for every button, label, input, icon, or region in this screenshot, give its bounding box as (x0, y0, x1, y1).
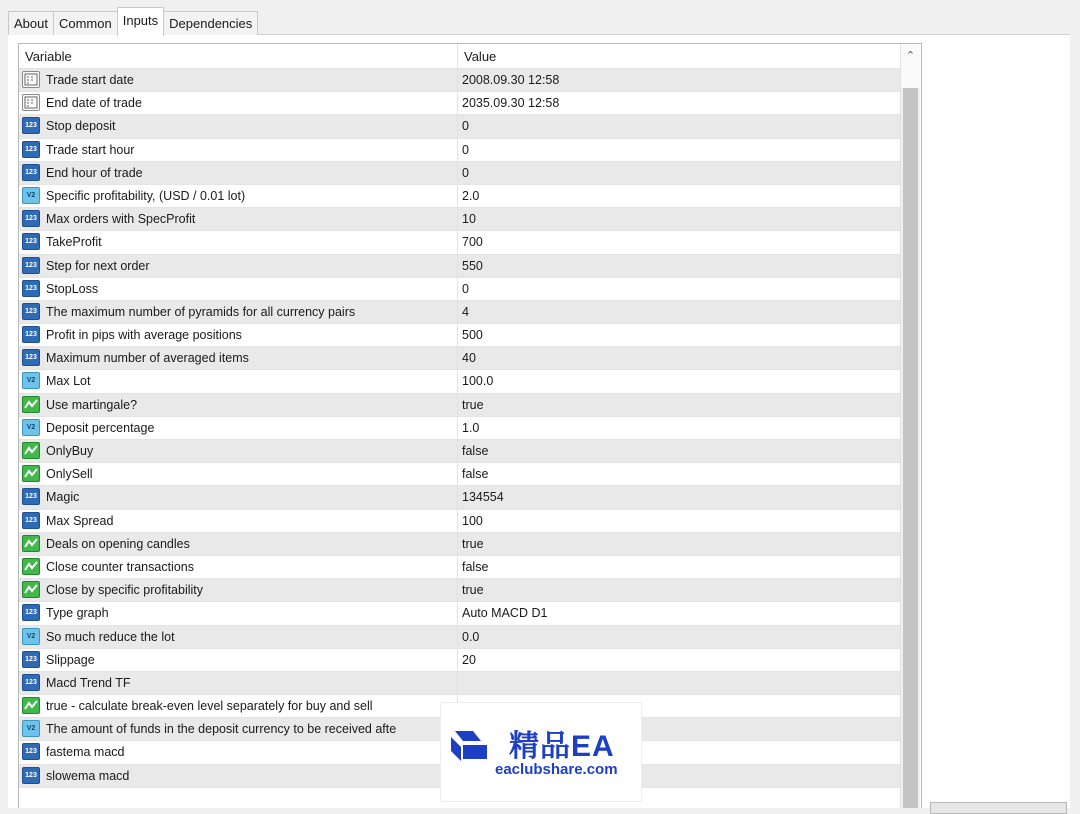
integer-type-icon: 123 (22, 349, 40, 366)
variable-value[interactable]: 100 (462, 513, 483, 528)
column-divider (457, 370, 458, 392)
variable-name: Trade start hour (46, 142, 135, 157)
table-row[interactable] (19, 556, 900, 579)
tab-dependencies[interactable]: Dependencies (163, 11, 258, 35)
table-row[interactable] (19, 440, 900, 463)
watermark-cube-icon (447, 727, 489, 763)
double-type-icon: V2 (22, 720, 40, 737)
table-row[interactable] (19, 579, 900, 602)
variable-value[interactable]: 550 (462, 258, 483, 273)
variable-value[interactable]: 2035.09.30 12:58 (462, 96, 560, 111)
integer-type-icon: 123 (22, 767, 40, 784)
variable-name: true - calculate break-even level separately for buy and sell (46, 699, 373, 714)
column-divider (457, 440, 458, 462)
variable-value[interactable]: Auto MACD D1 (462, 606, 548, 621)
variable-value[interactable]: 0 (462, 281, 469, 296)
column-divider (457, 394, 458, 416)
table-row[interactable] (19, 208, 900, 231)
variable-name: Maximum number of averaged items (46, 351, 249, 366)
variable-name: The amount of funds in the deposit currency to be received afte (46, 722, 397, 737)
variable-value[interactable]: 700 (462, 235, 483, 250)
boolean-type-icon (22, 396, 40, 413)
variable-value[interactable]: 2008.09.30 12:58 (462, 73, 560, 87)
variable-name: Trade start date (46, 73, 134, 87)
integer-type-icon: 123 (22, 233, 40, 250)
column-divider (457, 69, 458, 91)
variable-value[interactable]: true (462, 583, 484, 598)
boolean-type-icon (22, 442, 40, 459)
tab-about[interactable]: About (8, 11, 54, 35)
column-divider (457, 463, 458, 485)
column-divider (457, 115, 458, 137)
table-row[interactable] (19, 347, 900, 370)
variable-value[interactable]: false (462, 444, 489, 458)
variable-name: The maximum number of pyramids for all currency pairs (46, 304, 356, 319)
boolean-type-icon (22, 558, 40, 575)
variable-value[interactable]: 2.0 (462, 188, 480, 203)
variable-value[interactable]: 40 (462, 351, 476, 366)
variable-value[interactable]: 0 (462, 142, 469, 157)
column-divider (457, 486, 458, 508)
variable-name: Deals on opening candles (46, 536, 190, 551)
column-divider (457, 649, 458, 671)
inputs-grid (18, 43, 922, 808)
datetime-type-icon (22, 71, 40, 88)
integer-type-icon: 123 (22, 326, 40, 343)
variable-name: Max orders with SpecProfit (46, 212, 196, 227)
grid-rows (19, 69, 900, 788)
integer-type-icon: 123 (22, 743, 40, 760)
variable-name: So much reduce the lot (46, 629, 175, 644)
variable-value[interactable]: 134554 (462, 490, 504, 505)
variable-name: fastema macd (46, 745, 125, 760)
table-row[interactable] (19, 672, 900, 695)
variable-name: Macd Trend TF (46, 675, 131, 690)
integer-type-icon: 123 (22, 674, 40, 691)
variable-name: End date of trade (46, 96, 142, 111)
tab-inputs[interactable]: Inputs (117, 7, 164, 36)
column-divider[interactable] (457, 44, 458, 68)
boolean-type-icon (22, 697, 40, 714)
variable-name: Close by specific profitability (46, 583, 204, 598)
variable-name: End hour of trade (46, 165, 143, 180)
table-row[interactable] (19, 185, 900, 208)
watermark-logo (440, 702, 642, 802)
column-divider (457, 324, 458, 346)
table-row[interactable] (19, 417, 900, 440)
integer-type-icon: 123 (22, 210, 40, 227)
watermark-subtitle: eaclubshare.com (495, 761, 618, 778)
column-divider (457, 139, 458, 161)
boolean-type-icon (22, 581, 40, 598)
tab-bar (8, 11, 257, 35)
table-row[interactable] (19, 301, 900, 324)
column-divider (457, 301, 458, 323)
variable-name: Magic (46, 490, 80, 505)
table-row[interactable] (19, 533, 900, 556)
variable-value[interactable]: 0 (462, 165, 469, 180)
variable-name: OnlySell (46, 467, 93, 482)
integer-type-icon: 123 (22, 141, 40, 158)
integer-type-icon: 123 (22, 651, 40, 668)
variable-column-header[interactable]: Variable (25, 49, 72, 64)
watermark-title: 精品EA (509, 730, 615, 763)
grid-header (19, 44, 902, 69)
vertical-scrollbar[interactable] (900, 44, 920, 808)
table-row[interactable] (19, 92, 900, 115)
integer-type-icon: 123 (22, 604, 40, 621)
variable-name: Max Spread (46, 513, 114, 528)
variable-name: StopLoss (46, 281, 99, 296)
column-divider (457, 208, 458, 230)
dialog-button[interactable] (930, 802, 1067, 814)
table-row[interactable] (19, 115, 900, 138)
table-row[interactable] (19, 231, 900, 254)
column-divider (457, 162, 458, 184)
variable-value[interactable]: 500 (462, 328, 483, 343)
column-divider (457, 347, 458, 369)
variable-name: Stop deposit (46, 119, 116, 134)
table-row[interactable] (19, 510, 900, 533)
table-row[interactable] (19, 602, 900, 625)
column-divider (457, 231, 458, 253)
column-divider (457, 556, 458, 578)
variable-name: Profit in pips with average positions (46, 328, 242, 343)
datetime-type-icon (22, 94, 40, 111)
value-column-header[interactable]: Value (464, 49, 497, 64)
column-divider (457, 185, 458, 207)
table-row[interactable] (19, 162, 900, 185)
variable-name: Step for next order (46, 258, 150, 273)
variable-value[interactable]: true (462, 397, 484, 412)
boolean-type-icon (22, 465, 40, 482)
table-row[interactable] (19, 626, 900, 649)
variable-value[interactable]: 0 (462, 119, 469, 134)
column-divider (457, 579, 458, 601)
scroll-up-arrow-icon[interactable]: ⌃ (901, 44, 920, 88)
column-divider (457, 510, 458, 532)
table-row[interactable] (19, 370, 900, 393)
variable-name: Specific profitability, (USD / 0.01 lot) (46, 188, 246, 203)
table-row[interactable] (19, 278, 900, 301)
boolean-type-icon (22, 535, 40, 552)
column-divider (457, 255, 458, 277)
tab-common[interactable]: Common (53, 11, 118, 35)
variable-name: Close counter transactions (46, 559, 194, 574)
table-row[interactable] (19, 649, 900, 672)
column-divider (457, 626, 458, 648)
column-divider (457, 602, 458, 624)
variable-value[interactable]: 10 (462, 212, 476, 227)
variable-name: Type graph (46, 606, 109, 621)
variable-name: TakeProfit (46, 235, 102, 250)
column-divider (457, 92, 458, 114)
variable-name: slowema macd (46, 768, 130, 783)
double-type-icon: V2 (22, 187, 40, 204)
scrollbar-thumb[interactable] (903, 88, 918, 808)
variable-value[interactable]: true (462, 536, 484, 551)
variable-value[interactable]: 100.0 (462, 374, 494, 389)
column-divider (457, 278, 458, 300)
variable-name: OnlyBuy (46, 444, 94, 458)
integer-type-icon: 123 (22, 164, 40, 181)
variable-value[interactable]: 4 (462, 304, 469, 319)
variable-value[interactable]: 20 (462, 652, 476, 667)
table-row[interactable] (19, 324, 900, 347)
table-row[interactable] (19, 463, 900, 486)
integer-type-icon: 123 (22, 303, 40, 320)
table-row[interactable] (19, 139, 900, 162)
table-row[interactable] (19, 486, 900, 509)
table-row[interactable] (19, 394, 900, 417)
integer-type-icon: 123 (22, 512, 40, 529)
variable-value[interactable]: 0.0 (462, 629, 480, 644)
double-type-icon: V2 (22, 419, 40, 436)
integer-type-icon: 123 (22, 488, 40, 505)
integer-type-icon: 123 (22, 280, 40, 297)
variable-name: Use martingale? (46, 397, 138, 412)
table-row[interactable] (19, 69, 900, 92)
column-divider (457, 672, 458, 694)
variable-value[interactable]: false (462, 559, 489, 574)
variable-name: Max Lot (46, 374, 91, 389)
column-divider (457, 417, 458, 439)
integer-type-icon: 123 (22, 117, 40, 134)
double-type-icon: V2 (22, 372, 40, 389)
variable-name: Slippage (46, 652, 95, 667)
variable-value[interactable]: 1.0 (462, 420, 480, 435)
variable-name: Deposit percentage (46, 420, 155, 435)
variable-value[interactable]: false (462, 467, 489, 482)
integer-type-icon: 123 (22, 257, 40, 274)
double-type-icon: V2 (22, 628, 40, 645)
table-row[interactable] (19, 255, 900, 278)
column-divider (457, 533, 458, 555)
